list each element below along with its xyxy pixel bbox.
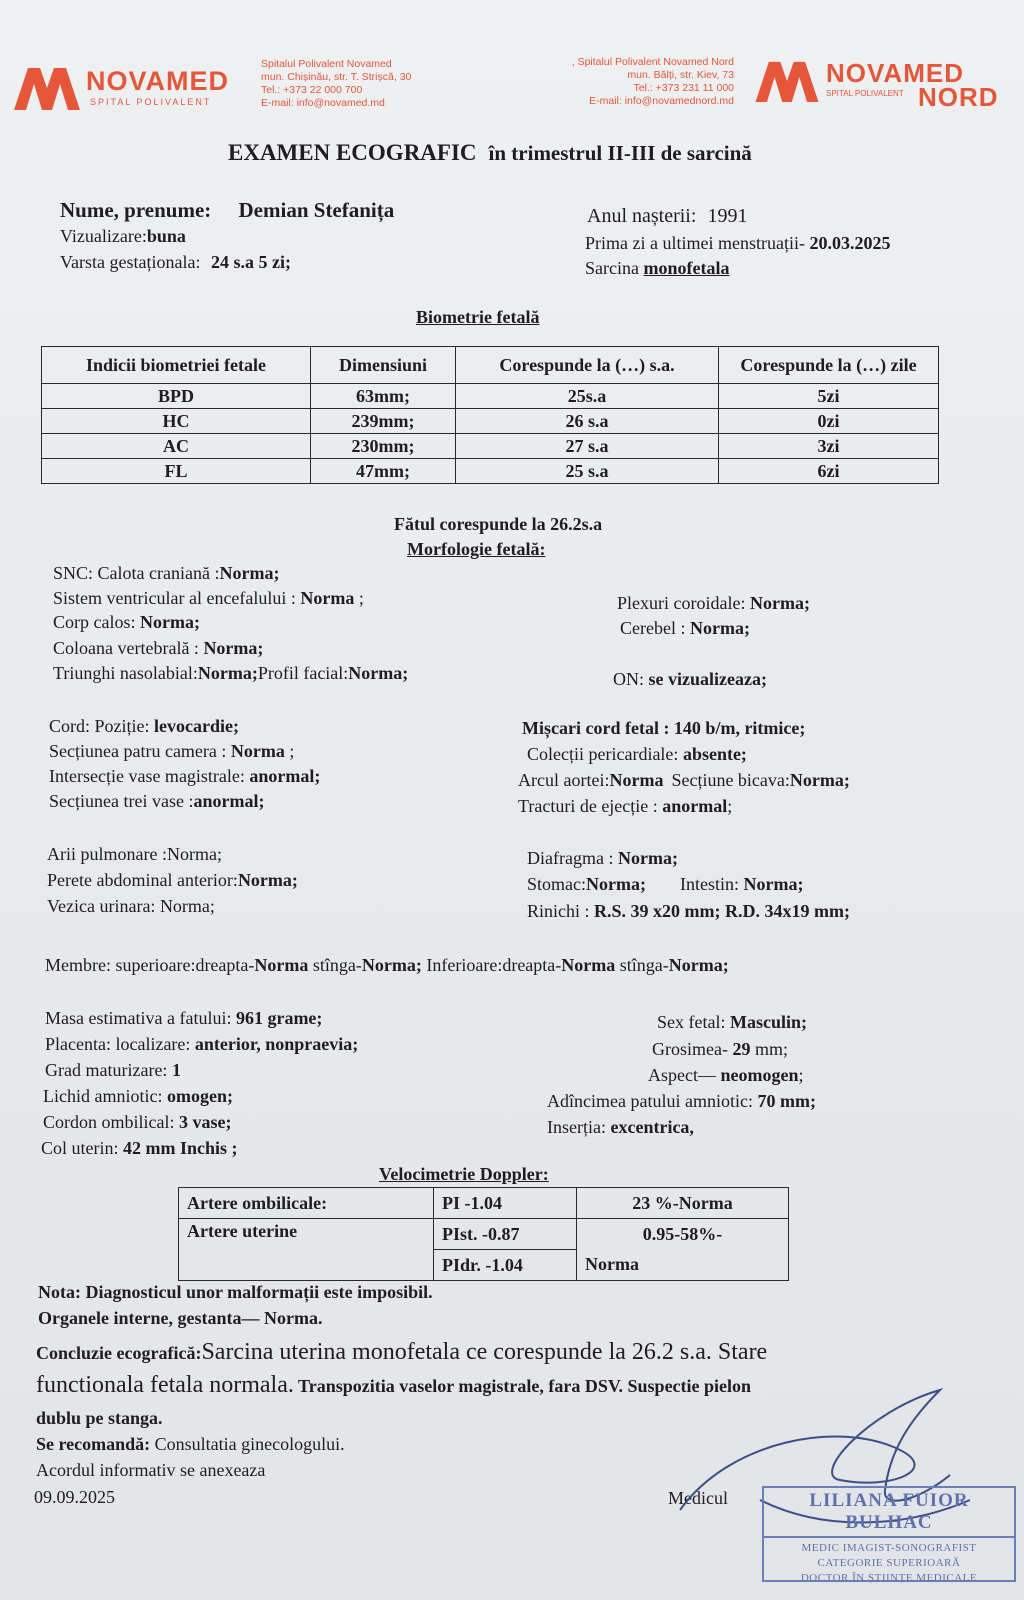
table-cell: 0.95-58%-	[577, 1219, 789, 1250]
table-cell: PIdr. -1.04	[434, 1250, 577, 1281]
lmp-line: Prima zi a ultimei menstruații- 20.03.2025	[585, 233, 891, 253]
table-row	[42, 384, 939, 409]
fetus-corresponds: Fătul corespunde la 26.2s.a	[394, 514, 603, 534]
biometry-header: Indicii biometriei fetale	[42, 347, 311, 384]
outflow-tracts-line: Tracturi de ejecție : anormal;	[518, 796, 733, 816]
table-cell: PIst. -0.87	[434, 1219, 577, 1250]
kidneys-line: Rinichi : R.S. 39 x20 mm; R.D. 34x19 mm;	[527, 901, 850, 921]
morphology-title: Morfologie fetală:	[407, 539, 546, 559]
table-row	[179, 1219, 789, 1250]
table-cell: 239mm;	[311, 409, 456, 434]
novamed-nord-m-icon	[754, 60, 820, 102]
table-cell: PI -1.04	[434, 1188, 577, 1219]
table-cell: 25s.a	[456, 384, 719, 409]
brand-left: NOVAMED	[86, 66, 230, 96]
brand-right-sub: SPITAL POLIVALENT	[826, 89, 904, 98]
nasal-bone-line: ON: se vizualizeaza;	[613, 669, 767, 689]
maturation-line: Grad maturizare: 1	[45, 1060, 181, 1080]
biometry-table	[41, 346, 939, 484]
page-title: EXAMEN ECOGRAFIC în trimestrul II-III de sarcină	[228, 140, 752, 165]
plexus-line: Plexuri coroidale: Norma;	[617, 593, 810, 613]
conclusion-line3: dublu pe stanga.	[36, 1408, 163, 1428]
heart-movements-line: Mișcari cord fetal : 140 b/m, ritmice;	[522, 718, 806, 738]
novamed-logo-right	[754, 60, 820, 107]
biometry-title: Biometrie fetală	[416, 307, 540, 327]
conclusion-line2: functionala fetala normala. Transpozitia vaselor magistrale, fara DSV. Suspectie pielon	[36, 1372, 752, 1398]
cerebellum-line: Cerebel : Norma;	[620, 618, 750, 638]
doppler-table	[178, 1187, 789, 1281]
table-cell: HC	[42, 409, 311, 434]
amniotic-depth-line: Adîncimea patului amniotic: 70 mm;	[547, 1091, 816, 1111]
table-cell: Artere uterine	[179, 1219, 434, 1281]
table-cell: FL	[42, 459, 311, 484]
diaphragm-line: Diafragma : Norma;	[527, 848, 678, 868]
clinic1-info: Spitalul Polivalent Novamed mun. Chișinău, str. T. Strișcă, 30 Tel.: +373 22 000 700 E-mail: info@novamed.md	[261, 58, 412, 109]
table-cell: AC	[42, 434, 311, 459]
great-vessels-line: Intersecție vase magistrale: anormal;	[49, 766, 321, 786]
gestational-age-line: Varsta gestaționala: 24 s.a 5 zi;	[60, 252, 291, 272]
table-row	[42, 459, 939, 484]
table-cell: 26 s.a	[456, 409, 719, 434]
doctor-label: Medicul	[668, 1488, 728, 1508]
lungs-line: Arii pulmonare :Norma;	[47, 844, 222, 864]
note-line: Nota: Diagnosticul unor malformații este imposibil.	[38, 1282, 433, 1302]
bladder-line: Vezica urinara: Norma;	[47, 896, 215, 916]
birth-year-line: Anul nașterii: 1991	[587, 205, 748, 227]
fetal-sex-line: Sex fetal: Masculin;	[657, 1012, 807, 1032]
three-vessel-line: Secțiunea trei vase :anormal;	[49, 791, 265, 811]
umbilical-cord-line: Cordon ombilical: 3 vase;	[43, 1112, 232, 1132]
limbs-line: Membre: superioare:dreapta-Norma stînga-Norma; Inferioare:dreapta-Norma stînga-Norma;	[45, 955, 729, 975]
placenta-thickness-line: Grosimea- 29 mm;	[652, 1039, 788, 1059]
nasolabial-line: Triunghi nasolabial:Norma;Profil facial:Norma;	[53, 663, 409, 683]
recommendation-line: Se recomandă: Consultatia ginecologului.	[36, 1434, 345, 1454]
biometry-header: Corespunde la (…) s.a.	[456, 347, 719, 384]
brand-right: NOVAMED	[826, 58, 964, 88]
patient-name-line: Nume, prenume: Demian Stefanița	[60, 198, 395, 222]
pregnancy-line: Sarcina monofetala	[585, 258, 730, 278]
table-cell: 3zi	[719, 434, 939, 459]
brand-right-nord: NORD	[918, 82, 999, 112]
spine-line: Coloana vertebrală : Norma;	[53, 638, 264, 658]
abdominal-wall-line: Perete abdominal anterior:Norma;	[47, 870, 298, 890]
brand-left-sub: SPITAL POLIVALENT	[90, 97, 212, 107]
insertion-line: Inserția: excentrica,	[547, 1117, 694, 1137]
biometry-header: Corespunde la (…) zile	[719, 347, 939, 384]
biometry-header-row	[42, 347, 939, 384]
table-cell: 47mm;	[311, 459, 456, 484]
novamed-logo-left	[14, 66, 80, 115]
doppler-title: Velocimetrie Doppler:	[379, 1164, 549, 1184]
biometry-header: Dimensiuni	[311, 347, 456, 384]
table-row	[42, 434, 939, 459]
cervix-line: Col uterin: 42 mm Inchis ;	[41, 1138, 238, 1158]
table-cell: Artere ombilicale:	[179, 1188, 434, 1219]
snc-line: SNC: Calota craniană :Norma;	[53, 563, 280, 583]
table-cell: 5zi	[719, 384, 939, 409]
heart-position-line: Cord: Poziție: levocardie;	[49, 716, 239, 736]
stomach-line: Stomac:Norma; Intestin: Norma;	[527, 874, 804, 894]
clinic2-info: , Spitalul Polivalent Novamed Nord mun. Bălți, str. Kiev, 73 Tel.: +373 231 11 000 E-mail: info@novamednord.md	[571, 56, 734, 107]
aortic-arch-line: Arcul aortei:Norma Secțiune bicava:Norma;	[518, 770, 850, 790]
table-cell: 25 s.a	[456, 459, 719, 484]
four-chamber-line: Secțiunea patru camera : Norma ;	[49, 741, 295, 761]
table-cell: 63mm;	[311, 384, 456, 409]
novamed-m-icon	[14, 66, 80, 110]
table-cell: 27 s.a	[456, 434, 719, 459]
corpus-callosum-line: Corp calos: Norma;	[53, 612, 200, 632]
pericardial-line: Colecții pericardiale: absente;	[527, 744, 747, 764]
table-cell: Norma	[577, 1250, 789, 1281]
conclusion-line1: Concluzie ecografică:Sarcina uterina monofetala ce corespunde la 26.2 s.a. Stare	[36, 1339, 768, 1365]
table-cell: 0zi	[719, 409, 939, 434]
table-row	[42, 409, 939, 434]
doctor-stamp: LILIANA FUIOR BULHAC MEDIC IMAGIST-SONOGRAFIST CATEGORIE SUPERIOARĂ DOCTOR ÎN ȘTIINȚE MEDICALE	[762, 1486, 1016, 1582]
date-line: 09.09.2025	[34, 1487, 115, 1507]
table-cell: 23 %-Norma	[577, 1188, 789, 1219]
table-cell: BPD	[42, 384, 311, 409]
aspect-line: Aspect— neomogen;	[648, 1065, 804, 1085]
table-cell: 6zi	[719, 459, 939, 484]
table-cell: 230mm;	[311, 434, 456, 459]
placenta-line: Placenta: localizare: anterior, nonpraevia;	[45, 1034, 359, 1054]
table-row	[179, 1188, 789, 1219]
amniotic-fluid-line: Lichid amniotic: omogen;	[43, 1086, 233, 1106]
ventricular-line: Sistem ventricular al encefalului : Norma ;	[53, 588, 364, 608]
visualization-line: Vizualizare:buna	[60, 226, 186, 246]
internal-organs-line: Organele interne, gestanta— Norma.	[38, 1308, 323, 1328]
consent-line: Acordul informativ se anexeaza	[36, 1460, 266, 1480]
fetal-weight-line: Masa estimativa a fatului: 961 grame;	[45, 1008, 323, 1028]
